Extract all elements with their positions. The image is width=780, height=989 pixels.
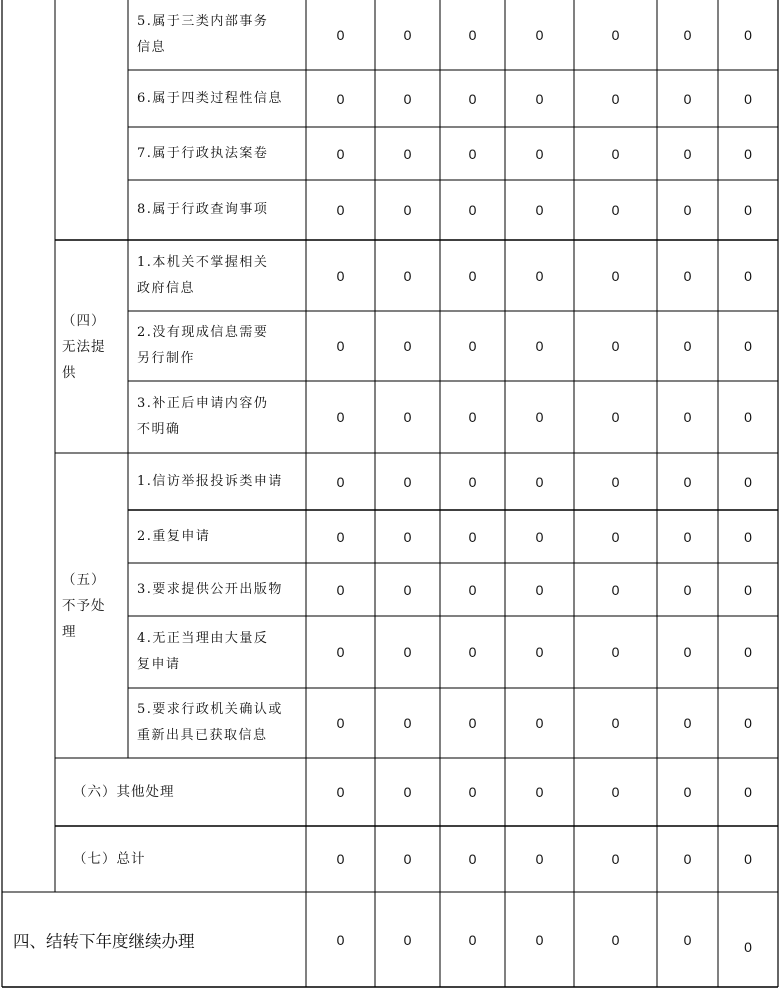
value-cell: 0 xyxy=(403,644,412,660)
value-cell: 0 xyxy=(468,581,477,598)
value-cell: 0 xyxy=(336,644,345,660)
value-cell: 0 xyxy=(611,473,620,490)
value-cell: 0 xyxy=(336,528,345,545)
value-cell: 0 xyxy=(535,784,544,800)
value-cell: 0 xyxy=(336,851,345,867)
value-cell: 0 xyxy=(744,715,752,731)
value-cell: 0 xyxy=(336,27,345,43)
value-cell: 0 xyxy=(683,338,692,354)
row-label: 1.信访举报投诉类申请 xyxy=(137,473,283,489)
section-label: 四、结转下年度继续办理 xyxy=(13,931,195,951)
value-cell: 0 xyxy=(683,931,692,948)
row-label: 5.要求行政机关确认或 重新出具已获取信息 xyxy=(137,702,283,743)
value-cell: 0 xyxy=(611,338,620,354)
value-cell: 0 xyxy=(403,784,412,800)
value-cell: 0 xyxy=(683,202,692,218)
value-cell: 0 xyxy=(744,202,752,218)
value-cell: 0 xyxy=(403,409,412,425)
value-cell: 0 xyxy=(468,644,477,660)
value-cell: 0 xyxy=(683,267,692,284)
value-cell: 0 xyxy=(468,267,477,284)
value-cell: 0 xyxy=(403,581,412,598)
value-cell: 0 xyxy=(336,473,345,490)
row-label: 5.属于三类内部事务 信息 xyxy=(137,14,269,55)
value-cell: 0 xyxy=(336,409,345,425)
value-cell: 0 xyxy=(744,644,752,660)
value-cell: 0 xyxy=(336,145,345,162)
value-cell: 0 xyxy=(403,202,412,218)
value-cell: 0 xyxy=(535,409,544,425)
row-label: 1.本机关不掌握相关 政府信息 xyxy=(137,254,269,296)
value-cell: 0 xyxy=(468,338,477,354)
value-cell: 0 xyxy=(744,338,752,354)
row-label: 7.属于行政执法案卷 xyxy=(137,145,269,161)
value-cell: 0 xyxy=(403,528,412,545)
value-cell: 0 xyxy=(336,931,345,948)
value-cell: 0 xyxy=(403,715,412,731)
value-cell: 0 xyxy=(535,528,544,545)
value-cell: 0 xyxy=(611,715,620,731)
value-cell: 0 xyxy=(468,715,477,731)
value-cell: 0 xyxy=(468,528,477,545)
value-cell: 0 xyxy=(535,715,544,731)
value-cell: 0 xyxy=(336,267,345,284)
value-cell: 0 xyxy=(683,528,692,545)
row-label: 2.重复申请 xyxy=(137,528,211,544)
value-cell: 0 xyxy=(468,851,477,867)
value-cell: 0 xyxy=(744,267,752,284)
value-cell: 0 xyxy=(683,145,692,162)
value-cell: 0 xyxy=(611,145,620,162)
value-cell: 0 xyxy=(403,267,412,284)
value-cell: 0 xyxy=(744,409,752,425)
value-cell: 0 xyxy=(683,715,692,731)
value-cell: 0 xyxy=(611,851,620,867)
value-cell: 0 xyxy=(468,145,477,162)
value-cell: 0 xyxy=(468,202,477,218)
value-cell: 0 xyxy=(744,581,752,598)
group-label-seven: （七）总计 xyxy=(73,851,146,867)
value-cell: 0 xyxy=(611,202,620,218)
value-cell: 0 xyxy=(744,528,752,545)
value-cell: 0 xyxy=(611,27,620,43)
value-cell: 0 xyxy=(611,581,620,598)
value-cell: 0 xyxy=(683,644,692,660)
value-cell: 0 xyxy=(468,931,477,948)
value-cell: 0 xyxy=(468,90,477,107)
value-cell: 0 xyxy=(744,938,752,955)
row-label: 4.无正当理由大量反 复申请 xyxy=(137,631,269,672)
value-cell: 0 xyxy=(611,409,620,425)
value-cell: 0 xyxy=(468,27,477,43)
value-cell: 0 xyxy=(535,338,544,354)
value-cell: 0 xyxy=(535,581,544,598)
value-cell: 0 xyxy=(611,784,620,800)
value-cell: 0 xyxy=(744,145,752,162)
value-cell: 0 xyxy=(611,931,620,948)
row-label: 2.没有现成信息需要 另行制作 xyxy=(137,325,269,366)
value-cell: 0 xyxy=(535,473,544,490)
value-cell: 0 xyxy=(683,409,692,425)
value-cell: 0 xyxy=(683,784,692,800)
row-label: 6.属于四类过程性信息 xyxy=(137,90,283,106)
value-cell: 0 xyxy=(403,27,412,43)
value-cell: 0 xyxy=(403,931,412,948)
value-cell: 0 xyxy=(611,90,620,107)
value-cell: 0 xyxy=(336,202,345,218)
value-cell: 0 xyxy=(336,784,345,800)
value-cell: 0 xyxy=(468,473,477,490)
value-cell: 0 xyxy=(403,145,412,162)
row-label: 8.属于行政查询事项 xyxy=(137,202,269,217)
value-cell: 0 xyxy=(611,267,620,284)
group-label-five: （五） 不予处 理 xyxy=(62,571,106,640)
value-cell: 0 xyxy=(336,715,345,731)
value-cell: 0 xyxy=(683,27,692,43)
value-cell: 0 xyxy=(535,90,544,107)
value-cell: 0 xyxy=(403,90,412,107)
value-cell: 0 xyxy=(744,473,752,490)
value-cell: 0 xyxy=(683,473,692,490)
value-cell: 0 xyxy=(535,27,544,43)
value-cell: 0 xyxy=(744,784,752,800)
value-cell: 0 xyxy=(683,851,692,867)
value-cell: 0 xyxy=(336,90,345,107)
value-cell: 0 xyxy=(403,851,412,867)
value-cell: 0 xyxy=(535,145,544,162)
value-cell: 0 xyxy=(744,90,752,107)
value-cell: 0 xyxy=(683,90,692,107)
value-cell: 0 xyxy=(535,267,544,284)
value-cell: 0 xyxy=(468,784,477,800)
value-cell: 0 xyxy=(611,644,620,660)
value-cell: 0 xyxy=(535,931,544,948)
row-label: 3.要求提供公开出版物 xyxy=(137,581,283,597)
value-cell: 0 xyxy=(403,473,412,490)
value-cell: 0 xyxy=(683,581,692,598)
row-label: 3.补正后申请内容仍 不明确 xyxy=(137,396,269,437)
value-cell: 0 xyxy=(336,581,345,598)
value-cell: 0 xyxy=(535,644,544,660)
value-cell: 0 xyxy=(336,338,345,354)
value-cell: 0 xyxy=(468,409,477,425)
value-cell: 0 xyxy=(535,202,544,218)
value-cell: 0 xyxy=(744,851,752,867)
group-label-four: （四） 无法提 供 xyxy=(62,312,106,381)
value-cell: 0 xyxy=(535,851,544,867)
group-label-six: （六）其他处理 xyxy=(73,784,175,800)
value-cell: 0 xyxy=(611,528,620,545)
value-cell: 0 xyxy=(744,27,752,43)
value-cell: 0 xyxy=(403,338,412,354)
